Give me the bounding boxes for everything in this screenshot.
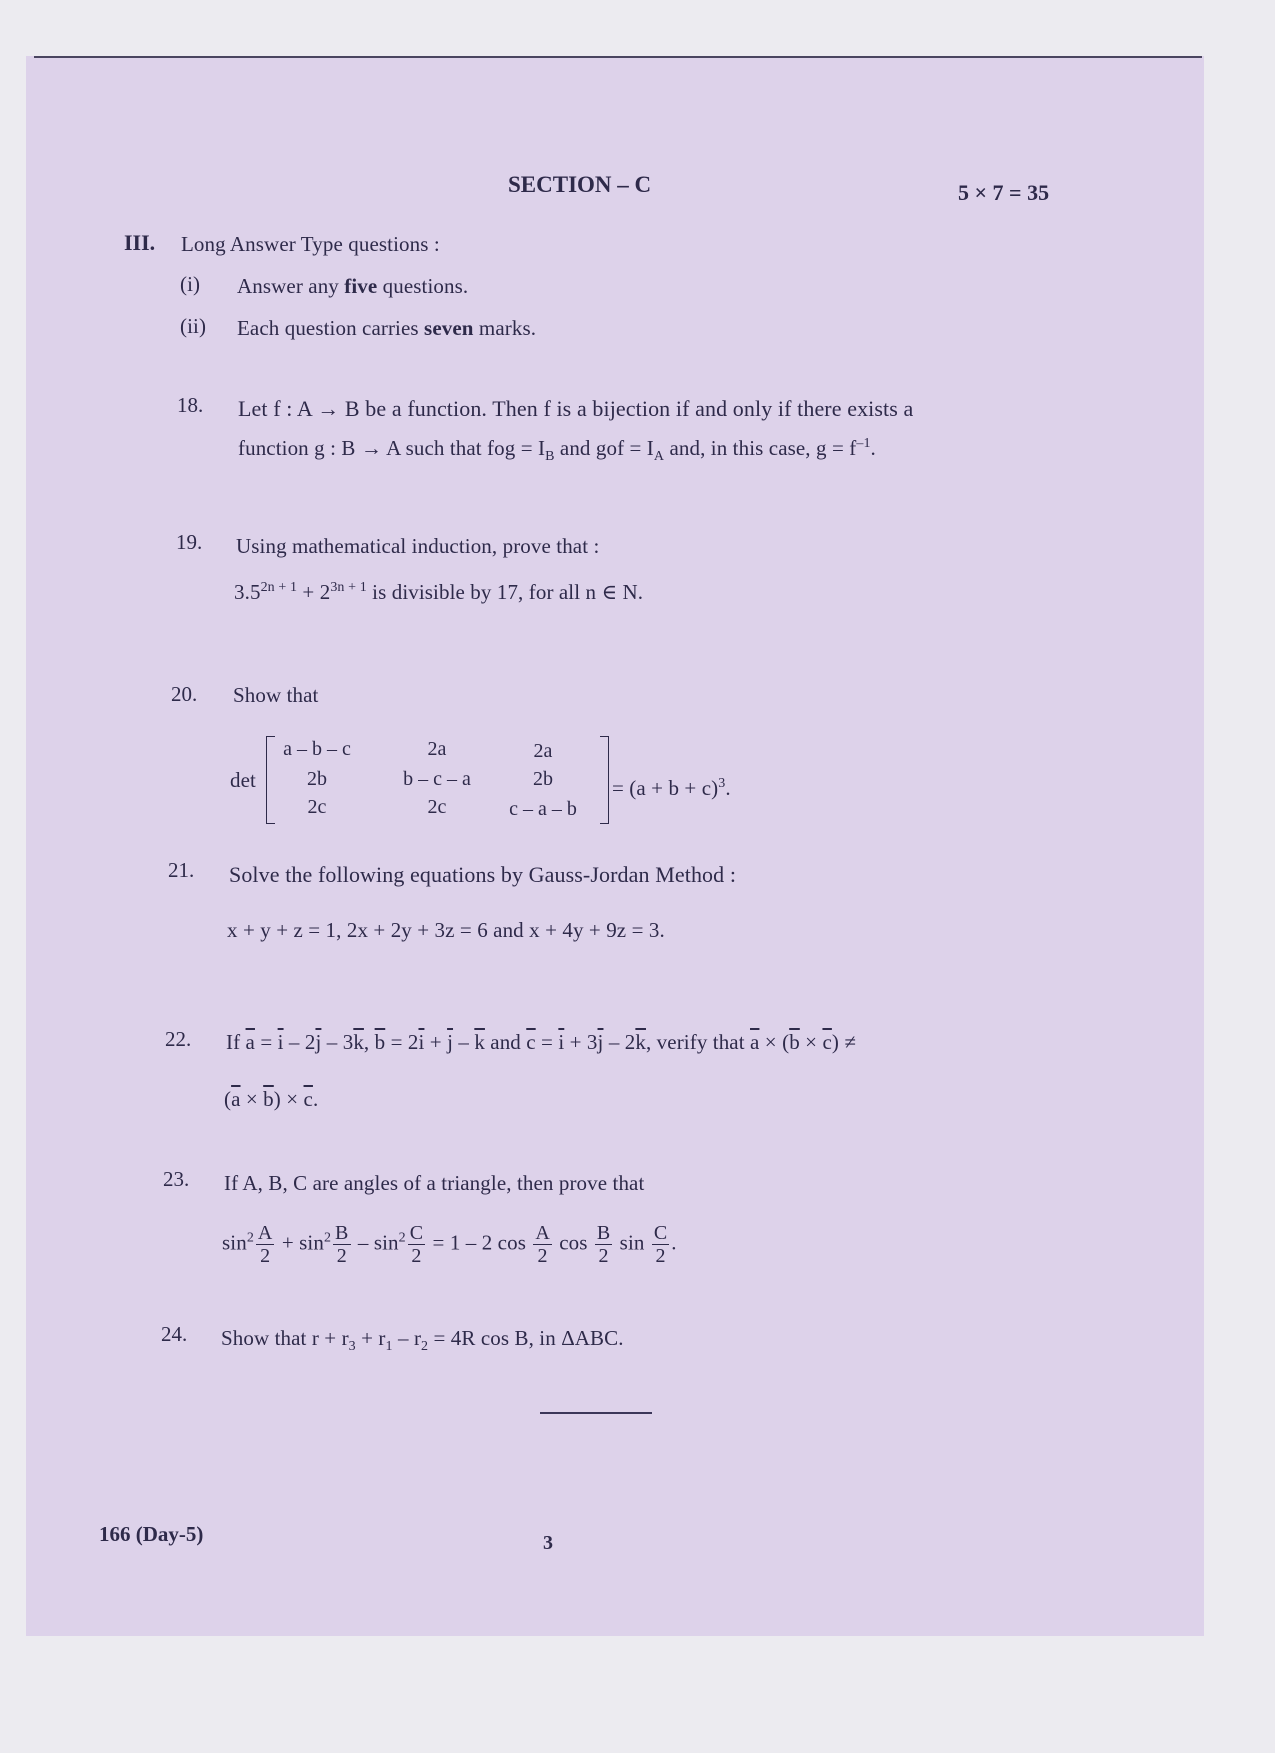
vector-symbol: $\overline{i}$ — [418, 1030, 425, 1054]
text-span: – — [453, 1030, 475, 1054]
text-span: and gof = I — [554, 436, 654, 460]
text-span: . — [725, 776, 731, 800]
question-22-line1 — [226, 1030, 856, 1055]
numerator: A — [257, 1222, 273, 1244]
text-span: sin — [373, 1230, 399, 1255]
paper-code: 166 (Day-5) — [99, 1522, 204, 1546]
question-18-line1: Let f : A → B be a function. Then f is a bijection if and only if there exists a — [238, 396, 914, 421]
determinant-matrix — [266, 736, 609, 824]
question-21-line1: Solve the following equations by Gauss-Jordan Method : — [229, 862, 737, 887]
matrix-cell: a – b – c — [283, 738, 351, 760]
text-span: + r — [355, 1326, 386, 1350]
text-span: ) ≠ — [831, 1030, 856, 1054]
question-number: 19. — [176, 530, 203, 554]
text-span: If — [226, 1030, 246, 1054]
vector-symbol: $\overline{i}$ — [558, 1030, 565, 1054]
text-span: + 3 — [564, 1030, 598, 1054]
vector-symbol: $\overline{j}$ — [447, 1030, 454, 1054]
text-span: 3.5 — [234, 580, 261, 604]
text-span: – 2 — [283, 1030, 316, 1054]
vector-symbol: $\overline{k}$ — [474, 1030, 485, 1054]
question-number: 22. — [165, 1027, 192, 1051]
vector-symbol: $\overline{c}$ — [303, 1087, 313, 1111]
instruction-number: (ii) — [180, 314, 207, 338]
det-label: det — [230, 768, 256, 792]
superscript: 3 — [718, 776, 726, 791]
matrix-cell: c – a – b — [509, 798, 577, 820]
instruction-bold: seven — [424, 316, 474, 340]
question-number: 20. — [171, 682, 198, 706]
instruction-bold: five — [344, 274, 378, 298]
matrix-cell: 2a — [427, 738, 447, 760]
text-span: function g : B → A such that fog = I — [238, 436, 546, 460]
matrix-cell: 2b — [533, 768, 553, 790]
question-number: 18. — [177, 393, 204, 417]
text-span: cos — [553, 1230, 593, 1255]
superscript: –1 — [856, 436, 871, 451]
vector-symbol: $\overline{j}$ — [315, 1030, 322, 1054]
denominator: 2 — [598, 1245, 609, 1267]
text-span: = (a + b + c) — [612, 776, 719, 800]
fraction — [533, 1223, 552, 1266]
fraction — [256, 1223, 275, 1266]
numerator: C — [653, 1222, 668, 1244]
page-number: 3 — [543, 1532, 553, 1554]
matrix-cell: b – c – a — [403, 768, 471, 790]
top-rule — [34, 56, 1202, 58]
text-span: – 2 — [603, 1030, 636, 1054]
fraction — [652, 1223, 669, 1266]
text-span: = 1 – 2 cos — [427, 1230, 532, 1255]
subscript: 2 — [421, 1339, 429, 1355]
text-span: sin — [222, 1230, 247, 1255]
numerator: B — [596, 1222, 611, 1244]
text-span: and, in this case, g = f — [664, 436, 857, 460]
matrix-cell: 2a — [533, 740, 553, 762]
instruction-pre: Each question carries — [237, 316, 425, 340]
text-span: + 2 — [297, 580, 331, 604]
numerator: B — [335, 1222, 349, 1244]
text-span: – — [352, 1230, 374, 1255]
section-marks: 5 × 7 = 35 — [958, 180, 1050, 205]
instruction-number: (i) — [180, 272, 201, 296]
text-span: – r — [392, 1326, 422, 1350]
denominator: 2 — [655, 1245, 666, 1267]
question-19-line1: Using mathematical induction, prove that : — [236, 534, 600, 558]
superscript: 2 — [323, 1230, 332, 1246]
instruction-post: marks. — [473, 316, 537, 340]
question-number: 24. — [161, 1322, 188, 1346]
question-20-line1: Show that — [233, 683, 319, 707]
vector-symbol: $\overline{k}$ — [635, 1030, 646, 1054]
superscript: 2n + 1 — [260, 580, 298, 595]
text-span: is divisible by 17, for all n ∈ N. — [366, 580, 644, 604]
text-span: × ( — [759, 1030, 790, 1054]
instruction-post: questions. — [377, 274, 469, 298]
instruction-text — [237, 274, 468, 299]
matrix-cell: 2b — [307, 768, 327, 790]
text-span: – 3 — [321, 1030, 354, 1054]
text-span: × — [799, 1030, 823, 1054]
text-span: , — [363, 1030, 375, 1054]
vector-symbol: $\overline{j}$ — [597, 1030, 604, 1054]
question-number: 23. — [163, 1167, 190, 1191]
text-span: = 2 — [385, 1030, 419, 1054]
superscript: 3n + 1 — [330, 580, 367, 595]
text-span: and — [484, 1030, 527, 1054]
text-span: Show that r + r — [221, 1326, 349, 1350]
text-span: sin — [614, 1230, 650, 1255]
determinant-rhs — [612, 776, 731, 801]
vector-symbol: $\overline{b}$ — [374, 1030, 386, 1054]
question-23-identity — [222, 1223, 677, 1266]
numerator: C — [409, 1222, 424, 1244]
text-span: = — [254, 1030, 278, 1054]
vector-symbol: $\overline{c}$ — [526, 1030, 536, 1054]
denominator: 2 — [336, 1245, 347, 1267]
end-rule — [540, 1412, 652, 1414]
denominator: 2 — [260, 1245, 271, 1267]
section-title: SECTION – C — [508, 172, 652, 197]
vector-symbol: $\overline{a}$ — [245, 1030, 255, 1054]
part-number: III. — [124, 230, 156, 255]
text-span: . — [870, 436, 876, 460]
question-number: 21. — [168, 858, 195, 882]
vector-symbol: $\overline{i}$ — [277, 1030, 284, 1054]
vector-symbol: $\overline{k}$ — [353, 1030, 364, 1054]
vector-symbol: $\overline{c}$ — [822, 1030, 832, 1054]
instruction-text — [237, 316, 536, 341]
numerator: A — [535, 1222, 550, 1244]
subscript: 1 — [385, 1339, 393, 1355]
subscript: A — [653, 449, 665, 465]
fraction — [595, 1223, 612, 1266]
text-span: . — [312, 1087, 319, 1111]
text-span: + — [424, 1030, 448, 1054]
text-span: × — [240, 1087, 264, 1111]
text-span: , verify that — [645, 1030, 751, 1054]
denominator: 2 — [537, 1245, 548, 1267]
text-span: ) × — [273, 1087, 304, 1111]
superscript: 2 — [398, 1230, 406, 1246]
subscript: 3 — [348, 1339, 356, 1355]
matrix-cell: 2c — [427, 796, 447, 818]
paper-sheet — [26, 56, 1204, 1636]
matrix-cell: 2c — [307, 796, 327, 818]
question-18-line2 — [238, 436, 876, 465]
text-span: = 4R cos B, in ΔABC. — [428, 1326, 624, 1350]
instruction-pre: Answer any — [237, 274, 345, 298]
superscript: 2 — [246, 1230, 254, 1246]
question-22-line2 — [224, 1087, 318, 1112]
denominator: 2 — [411, 1245, 422, 1267]
text-span: . — [671, 1230, 677, 1255]
right-bracket — [600, 736, 609, 824]
question-21-line2: x + y + z = 1, 2x + 2y + 3z = 6 and x + 4y + 9z = 3. — [227, 918, 665, 942]
question-23-line1: If A, B, C are angles of a triangle, then prove that — [224, 1171, 645, 1195]
fraction — [408, 1223, 425, 1266]
text-span: sin — [299, 1230, 324, 1255]
question-19-line2 — [234, 580, 643, 605]
part-title: Long Answer Type questions : — [181, 232, 440, 256]
fraction — [333, 1223, 350, 1266]
question-24-line1 — [221, 1326, 624, 1355]
vector-symbol: $\overline{b}$ — [789, 1030, 800, 1054]
vector-symbol: $\overline{a}$ — [750, 1030, 760, 1054]
subscript: B — [545, 449, 555, 465]
text-span: = — [535, 1030, 559, 1054]
text-span: ( — [224, 1087, 232, 1111]
text-span: + — [276, 1230, 300, 1255]
vector-symbol: $\overline{b}$ — [263, 1087, 274, 1111]
vector-symbol: $\overline{a}$ — [231, 1087, 241, 1111]
